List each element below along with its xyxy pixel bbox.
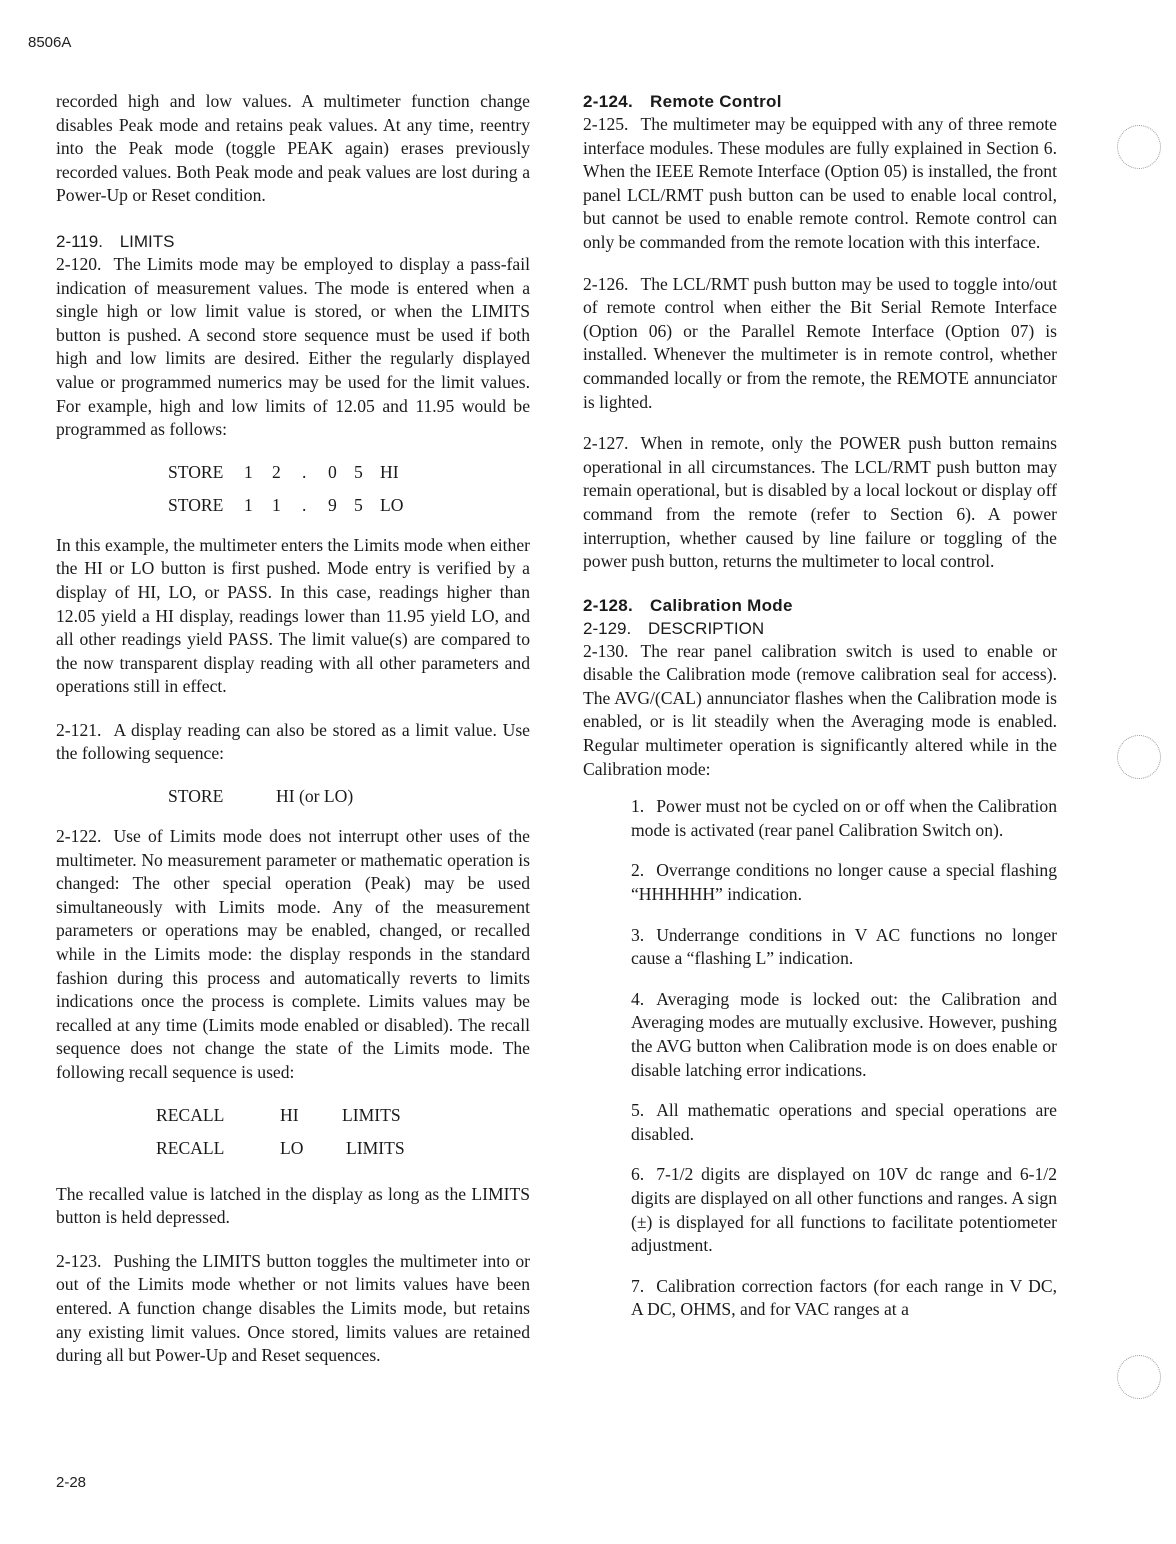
list-item: 6. 7-1/2 digits are displayed on 10V dc range and 6-1/2 digits are displayed on all other functions and ranges. A sign (±) is displayed for all functions to facilitate potentiometer adjustment. bbox=[631, 1164, 1057, 1256]
list-item: 4. Averaging mode is locked out: the Calibration and Averaging modes are mutually exclusive. However, pushing the AVG button when Calibration mode is on does enable or disable latching error indications. bbox=[631, 988, 1057, 1080]
recall-sequence bbox=[56, 1099, 530, 1165]
paragraph-2-122: 2-122. Use of Limits mode does not interrupt other uses of the multimeter. No measurement parameter or mathematic operation is changed: The other special operation (Peak) may be used simultaneously with Limits mode. Any of the measurement parameters or operations may be enabled, changed, or recalled while in the Limits mode: the display responds in the standard fashion during this process and automatically reverts to limits indications once the process is complete. Limits values may be recalled at any time (Limits mode enabled or disabled). The recall sequence does not change the state of the Limits mode. The following recall sequence is used: bbox=[56, 826, 530, 1082]
page-number: 2-28 bbox=[56, 1474, 87, 1491]
paragraph-2-122-recall-note: The recalled value is latched in the display as long as the LIMITS button is held depressed. bbox=[56, 1183, 530, 1228]
store-hi-lo-sequence: STORE HI (or LO) bbox=[168, 786, 354, 807]
calibration-effects-list bbox=[583, 795, 1057, 1322]
store-sequence-row: STORE 1 1 . 9 5 LO bbox=[168, 494, 404, 515]
list-item: 5. All mathematic operations and special operations are disabled. bbox=[631, 1100, 1057, 1144]
paragraph-2-123: 2-123. Pushing the LIMITS button toggles the multimeter into or out of the Limits mode whether or not limits values have been entered. A function change disables the Limits mode, but retains any existing limit values. Once stored, limits values are retained during all but Power-Up and Reset sequences. bbox=[56, 1250, 530, 1366]
paragraph-2-121: 2-121. A display reading can also be stored as a limit value. Use the following sequence: bbox=[56, 719, 530, 764]
paragraph-2-120-example: In this example, the multimeter enters the Limits mode when either the HI or LO button is first pushed. Mode entry is verified by a display of HI, LO, or PASS. In this case, readings higher than 12.05 yield a HI display, readings lower than 11.95 yield LO, and all other readings yield PASS. The limit value(s) are compared to the now transparent display reading with all other parameters and operations still in effect. bbox=[56, 534, 530, 697]
store-sequence-row: STORE 1 2 . 0 5 HI bbox=[168, 461, 399, 482]
list-item: 7. Calibration correction factors (for each range in V DC, A DC, OHMS, and for VAC ranges at a bbox=[631, 1275, 1057, 1320]
paragraph-intro: recorded high and low values. A multimeter function change disables Peak mode and retains peak values. At any time, reentry into the Peak mode (toggle PEAK again) erases previously recorded values. Both Peak mode and peak values are lost during a Power-Up or Reset condition. bbox=[56, 91, 530, 206]
right-column bbox=[583, 90, 1057, 1339]
recall-sequence-row: RECALL LO LIMITS bbox=[156, 1137, 405, 1158]
section-heading-description: 2-129. DESCRIPTION bbox=[583, 618, 765, 638]
document-code: 8506A bbox=[28, 34, 72, 51]
section-heading-calibration-mode: 2-128. Calibration Mode bbox=[583, 595, 793, 615]
section-heading-remote-control: 2-124. Remote Control bbox=[583, 92, 782, 111]
store-sequence bbox=[56, 456, 530, 522]
paragraph-2-130: 2-130. The rear panel calibration switch is used to enable or disable the Calibration mode (remove calibration seal for access). The AVG/(CAL) annunciator flashes when the Calibration mode is enabled, or is lit steadily when the Averaging mode is enabled. Regular multimeter operation is significantly altered while in the Calibration mode: bbox=[583, 640, 1057, 779]
punch-hole-icon bbox=[1117, 125, 1161, 169]
list-item: 1. Power must not be cycled on or off when the Calibration mode is activated (rear panel Calibration Switch on). bbox=[631, 796, 1057, 840]
punch-hole-icon bbox=[1117, 1355, 1161, 1399]
left-column bbox=[56, 90, 530, 1382]
paragraph-2-125: 2-125. The multimeter may be equipped with any of three remote interface modules. These modules are fully explained in Section 6. When the IEEE Remote Interface (Option 05) is installed, the front panel LCL/RMT push button can be used to enable local control, but cannot be used to enable remote control. Remote control can only be commanded from the remote location with this interface. bbox=[583, 114, 1057, 252]
paragraph-2-120: 2-120. The Limits mode may be employed to display a pass-fail indication of measurement values. The mode is entered when a single high or low limit value is stored, or when the LIMITS button is pushed. A second store sequence must be used if both high and low limits are desired. Either the regularly displayed value or programmed numerics may be used for the limit values. For example, high and low limits of 12.05 and 11.95 would be programmed as follows: bbox=[56, 253, 530, 440]
recall-sequence-row: RECALL HI LIMITS bbox=[156, 1104, 401, 1125]
list-item: 3. Underrange conditions in V AC functions no longer cause a “flashing L” indication. bbox=[631, 924, 1057, 969]
punch-hole-icon bbox=[1117, 735, 1161, 779]
paragraph-2-126: 2-126. The LCL/RMT push button may be used to toggle into/out of remote control when either the Bit Serial Remote Interface (Option 06) or the Parallel Remote Interface (Option 07) is installed. Whenever the multimeter is in remote control, whether commanded locally or from the remote, the REMOTE annunciator is lighted. bbox=[583, 273, 1057, 412]
list-item: 2. Overrange conditions no longer cause a special flashing “HHHHHH” indication. bbox=[631, 860, 1057, 905]
paragraph-2-127: 2-127. When in remote, only the POWER push button remains operational in all circumstances. The LCL/RMT push button may remain operational, but is disabled by a local lockout or display off command from the remote (refer to Section 6). A power interruption, whether caused by line failure or toggling of the power push button, returns the multimeter to local control. bbox=[583, 433, 1057, 572]
section-heading-limits: 2-119. LIMITS bbox=[56, 231, 175, 251]
